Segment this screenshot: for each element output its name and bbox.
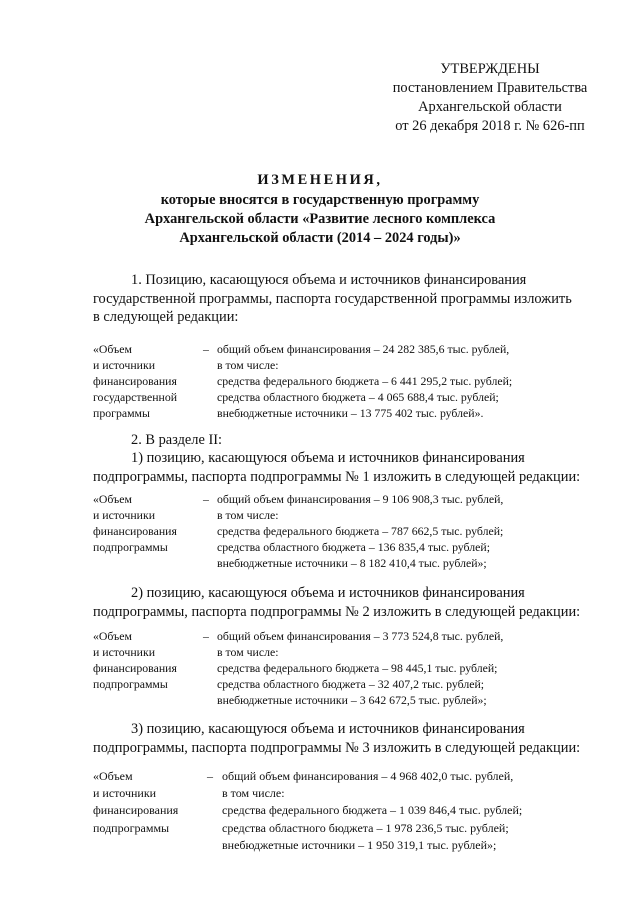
sub1-financing-block bbox=[93, 491, 593, 575]
label-line: «Объем bbox=[93, 629, 132, 643]
item2-heading: 2. В разделе II: bbox=[131, 432, 223, 448]
paragraph-line: 1. Позицию, касающуюся объема и источников финансирования bbox=[131, 272, 527, 288]
financing-dash: – bbox=[207, 769, 213, 783]
paragraph-line: подпрограммы, паспорта подпрограммы № 2 изложить в следующей редакции: bbox=[93, 603, 581, 620]
label-line: финансирования bbox=[93, 661, 177, 675]
value-line: средства федерального бюджета – 6 441 295,2 тыс. рублей; bbox=[217, 374, 513, 388]
value-line: средства федерального бюджета – 787 662,5 тыс. рублей; bbox=[217, 524, 504, 538]
sub3-paragraph bbox=[93, 720, 598, 757]
financing-label bbox=[93, 768, 203, 837]
paragraph-line: подпрограммы, паспорта подпрограммы № 1 изложить в следующей редакции: bbox=[93, 468, 581, 485]
value-line: общий объем финансирования – 24 282 385,6 тыс. рублей, bbox=[217, 342, 510, 356]
label-line: и источники bbox=[93, 508, 156, 522]
paragraph-line: 2) позицию, касающуюся объема и источников финансирования bbox=[131, 585, 525, 601]
value-line: общий объем финансирования – 9 106 908,3 тыс. рублей, bbox=[217, 492, 504, 506]
label-line: и источники bbox=[93, 358, 156, 372]
item1-financing-block bbox=[93, 341, 593, 425]
financing-label bbox=[93, 491, 203, 555]
document-title bbox=[60, 171, 580, 248]
value-line: средства федерального бюджета – 1 039 846,4 тыс. рублей; bbox=[222, 803, 523, 818]
title-line: Архангельской области «Развитие лесного комплекса bbox=[144, 211, 496, 227]
label-line: программы bbox=[93, 406, 150, 420]
financing-dash: – bbox=[203, 342, 209, 356]
value-line: средства федерального бюджета – 98 445,1 тыс. рублей; bbox=[217, 661, 498, 675]
title-line: которые вносятся в государственную программу bbox=[160, 192, 480, 208]
value-line: в том числе: bbox=[217, 645, 279, 659]
sub3-financing-block bbox=[93, 768, 593, 852]
financing-values bbox=[217, 628, 503, 708]
sub1-paragraph bbox=[93, 449, 598, 486]
paragraph-line: государственной программы, паспорта государственной программы изложить bbox=[93, 290, 572, 307]
value-line: средства областного бюджета – 4 065 688,4 тыс. рублей; bbox=[217, 390, 499, 404]
label-line: финансирования bbox=[93, 803, 179, 818]
financing-values bbox=[222, 768, 522, 854]
value-line: средства областного бюджета – 32 407,2 тыс. рублей; bbox=[217, 677, 485, 691]
value-line: в том числе: bbox=[217, 358, 279, 372]
approval-title: УТВЕРЖДЕНЫ bbox=[440, 61, 540, 77]
label-line: подпрограммы bbox=[93, 677, 168, 691]
label-line: финансирования bbox=[93, 374, 177, 388]
value-line: внебюджетные источники – 13 775 402 тыс. рублей». bbox=[217, 406, 484, 420]
label-line: и источники bbox=[93, 645, 156, 659]
label-line: и источники bbox=[93, 786, 157, 801]
approval-region: Архангельской области bbox=[418, 99, 562, 115]
title-main: ИЗМЕНЕНИЯ, bbox=[257, 172, 383, 188]
value-line: средства областного бюджета – 136 835,4 тыс. рублей; bbox=[217, 540, 490, 554]
financing-dash: – bbox=[203, 629, 209, 643]
value-line: в том числе: bbox=[217, 508, 279, 522]
value-line: внебюджетные источники – 3 642 672,5 тыс. рублей»; bbox=[217, 693, 487, 707]
label-line: «Объем bbox=[93, 769, 133, 783]
sub2-paragraph bbox=[93, 584, 598, 621]
label-line: «Объем bbox=[93, 342, 132, 356]
value-line: общий объем финансирования – 3 773 524,8 тыс. рублей, bbox=[217, 629, 504, 643]
item1-paragraph bbox=[93, 271, 598, 327]
value-line: средства областного бюджета – 1 978 236,5 тыс. рублей; bbox=[222, 820, 509, 835]
approval-date: от 26 декабря 2018 г. № 626-пп bbox=[395, 118, 585, 134]
value-line: общий объем финансирования – 4 968 402,0 тыс. рублей, bbox=[222, 769, 514, 783]
label-line: подпрограммы bbox=[93, 820, 170, 835]
value-line: в том числе: bbox=[222, 786, 285, 801]
approval-block bbox=[370, 60, 610, 136]
financing-label bbox=[93, 628, 203, 692]
financing-values bbox=[217, 491, 503, 571]
label-line: финансирования bbox=[93, 524, 177, 538]
financing-dash: – bbox=[203, 492, 209, 506]
label-line: подпрограммы bbox=[93, 540, 168, 554]
paragraph-line: 1) позицию, касающуюся объема и источников финансирования bbox=[131, 450, 525, 466]
label-line: государственной bbox=[93, 390, 178, 404]
financing-label bbox=[93, 341, 203, 421]
approval-decree: постановлением Правительства bbox=[392, 80, 588, 96]
paragraph-line: в следующей редакции: bbox=[93, 309, 239, 325]
paragraph-line: подпрограммы, паспорта подпрограммы № 3 изложить в следующей редакции: bbox=[93, 739, 581, 756]
value-line: внебюджетные источники – 8 182 410,4 тыс. рублей»; bbox=[217, 556, 487, 570]
sub2-financing-block bbox=[93, 628, 593, 712]
financing-values bbox=[217, 341, 512, 421]
title-line: Архангельской области (2014 – 2024 годы)» bbox=[179, 230, 461, 246]
label-line: «Объем bbox=[93, 492, 132, 506]
value-line: внебюджетные источники – 1 950 319,1 тыс. рублей»; bbox=[222, 837, 497, 852]
paragraph-line: 3) позицию, касающуюся объема и источников финансирования bbox=[131, 721, 525, 737]
